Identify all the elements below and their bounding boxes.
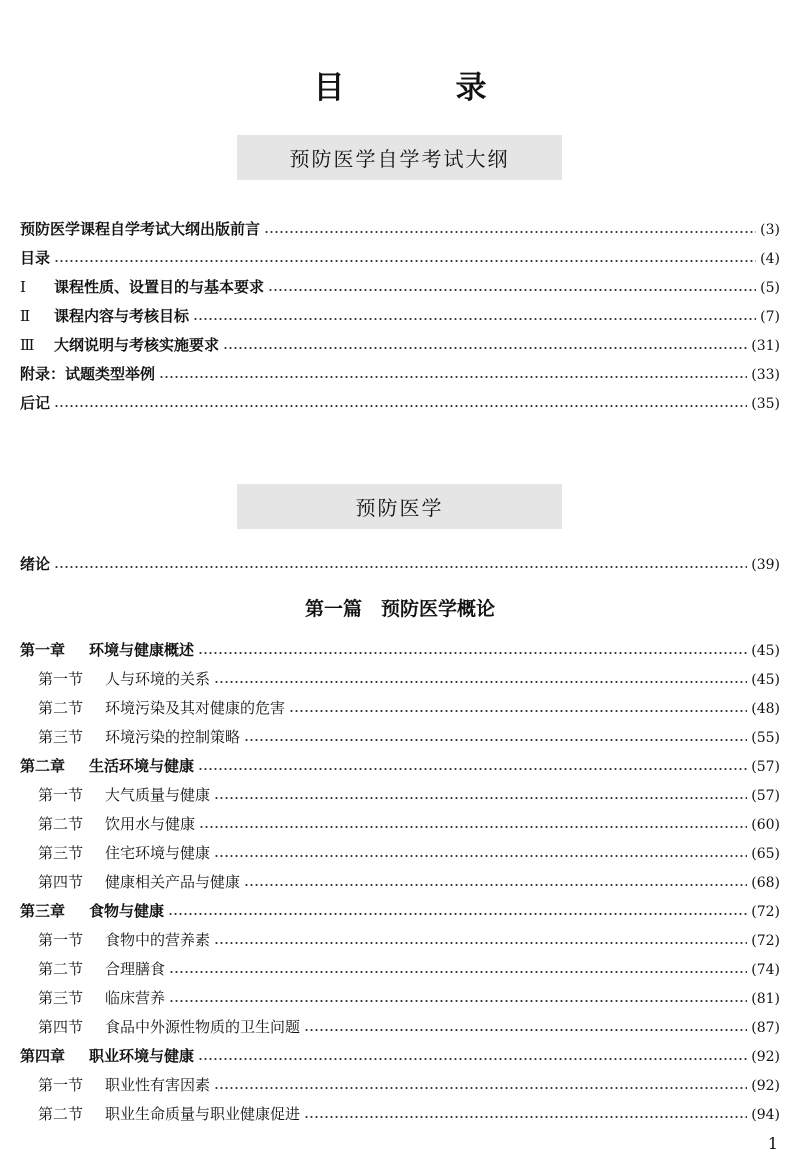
- toc-entry[interactable]: [20, 926, 780, 955]
- toc-entry-label: 大气质量与健康: [105, 786, 211, 804]
- toc-entry-number: 第四节: [38, 873, 84, 891]
- dot-leader: [268, 284, 756, 292]
- syllabus-band-heading: 预防医学自学考试大纲: [237, 135, 562, 180]
- toc-entry-page: (3): [760, 222, 780, 238]
- toc-entry-label: 预防医学课程自学考试大纲出版前言: [20, 220, 261, 238]
- dot-leader: [199, 821, 747, 829]
- toc-entry[interactable]: [20, 810, 780, 839]
- toc-entry-number: 第二节: [38, 815, 84, 833]
- dot-leader: [54, 255, 756, 263]
- toc-entry-number: 第四节: [38, 1018, 84, 1036]
- dot-leader: [264, 226, 756, 234]
- toc-entry-label: 环境污染及其对健康的危害: [105, 699, 286, 717]
- toc-entry[interactable]: [20, 389, 780, 418]
- toc-entry-number: 第三节: [38, 728, 84, 746]
- toc-entry-label: 课程性质、设置目的与基本要求: [54, 278, 265, 296]
- dot-leader: [169, 995, 747, 1003]
- toc-entry-page: (33): [751, 367, 780, 383]
- toc-entry-page: (7): [760, 309, 780, 325]
- toc-entry[interactable]: [20, 331, 780, 360]
- toc-entry-label: 食物中的营养素: [105, 931, 211, 949]
- dot-leader: [244, 879, 747, 887]
- toc-entry-page: (92): [751, 1049, 780, 1065]
- toc-entry-number: 第三章: [20, 902, 66, 920]
- toc-entry-number: 第一节: [38, 931, 84, 949]
- toc-entry[interactable]: [20, 723, 780, 752]
- toc-entry-number: 第一章: [20, 641, 66, 659]
- page-number: 1: [767, 1134, 778, 1153]
- toc-entry-label: 临床营养: [105, 989, 166, 1007]
- dot-leader: [289, 705, 747, 713]
- toc-entry-number: Ⅲ: [20, 336, 35, 354]
- toc-entry-page: (74): [751, 962, 780, 978]
- toc-entry-page: (81): [751, 991, 780, 1007]
- toc-entry-label: 职业性有害因素: [105, 1076, 211, 1094]
- toc-entry-label: 附录：试题类型举例: [20, 365, 156, 383]
- toc-entry[interactable]: [20, 273, 780, 302]
- dot-leader: [198, 647, 747, 655]
- toc-entry-number: Ⅱ: [20, 307, 31, 325]
- dot-leader: [198, 1053, 747, 1061]
- toc-entry[interactable]: [20, 781, 780, 810]
- toc-entry-number: 第二节: [38, 960, 84, 978]
- toc-entry-label: 合理膳食: [105, 960, 166, 978]
- dot-leader: [304, 1024, 747, 1032]
- toc-entry[interactable]: [20, 984, 780, 1013]
- toc-entry[interactable]: [20, 1042, 780, 1071]
- dot-leader: [193, 313, 756, 321]
- toc-entry-label: 人与环境的关系: [105, 670, 211, 688]
- toc-entry-page: (55): [751, 730, 780, 746]
- dot-leader: [214, 792, 747, 800]
- toc-entry-label: 职业生命质量与职业健康促进: [105, 1105, 301, 1123]
- toc-entry-number: 第二章: [20, 757, 66, 775]
- dot-leader: [159, 371, 747, 379]
- toc-entry-page: (68): [751, 875, 780, 891]
- toc-entry-page: (72): [751, 933, 780, 949]
- toc-entry-page: (57): [751, 788, 780, 804]
- toc-entry-page: (72): [751, 904, 780, 920]
- toc-entry-label: 职业环境与健康: [89, 1047, 195, 1065]
- dot-leader: [223, 342, 747, 350]
- chapter-toc-list: [20, 636, 780, 1129]
- dot-leader: [214, 850, 747, 858]
- toc-entry-label: 食品中外源性物质的卫生问题: [105, 1018, 301, 1036]
- intro-toc-list: [20, 550, 780, 579]
- toc-entry-label: 环境污染的控制策略: [105, 728, 241, 746]
- toc-entry[interactable]: [20, 868, 780, 897]
- toc-entry[interactable]: [20, 215, 780, 244]
- toc-entry-page: (39): [751, 557, 780, 573]
- toc-entry[interactable]: [20, 665, 780, 694]
- dot-leader: [214, 937, 747, 945]
- toc-entry[interactable]: [20, 1013, 780, 1042]
- toc-entry-page: (94): [751, 1107, 780, 1123]
- toc-entry-label: 食物与健康: [89, 902, 165, 920]
- toc-entry[interactable]: [20, 752, 780, 781]
- dot-leader: [214, 1082, 747, 1090]
- toc-entry-page: (4): [760, 251, 780, 267]
- toc-entry[interactable]: [20, 897, 780, 926]
- toc-entry-label: 环境与健康概述: [89, 641, 195, 659]
- toc-entry-page: (5): [760, 280, 780, 296]
- part-title: 第一篇 预防医学概论: [304, 598, 495, 620]
- toc-entry[interactable]: [20, 839, 780, 868]
- toc-entry-page: (87): [751, 1020, 780, 1036]
- toc-entry[interactable]: [20, 244, 780, 273]
- toc-entry-page: (45): [751, 643, 780, 659]
- toc-entry-page: (35): [751, 396, 780, 412]
- toc-entry-label: 后记: [20, 394, 51, 412]
- dot-leader: [169, 966, 747, 974]
- toc-entry-number: 第三节: [38, 844, 84, 862]
- dot-leader: [244, 734, 747, 742]
- toc-entry-label: 课程内容与考核目标: [54, 307, 190, 325]
- toc-entry-label: 生活环境与健康: [89, 757, 195, 775]
- dot-leader: [198, 763, 747, 771]
- toc-entry-number: Ⅰ: [20, 278, 26, 296]
- toc-entry-label: 饮用水与健康: [105, 815, 196, 833]
- toc-entry-label: 健康相关产品与健康: [105, 873, 241, 891]
- dot-leader: [54, 561, 747, 569]
- page-title: 目 录: [313, 70, 527, 106]
- toc-entry-page: (48): [751, 701, 780, 717]
- toc-entry-page: (65): [751, 846, 780, 862]
- syllabus-toc-list: [20, 215, 780, 418]
- toc-entry-number: 第二节: [38, 1105, 84, 1123]
- toc-entry[interactable]: [20, 1100, 780, 1129]
- toc-entry-page: (31): [751, 338, 780, 354]
- dot-leader: [54, 400, 747, 408]
- toc-entry[interactable]: [20, 1071, 780, 1100]
- toc-entry-intro[interactable]: [20, 550, 780, 579]
- toc-entry[interactable]: [20, 636, 780, 665]
- toc-entry-number: 第一节: [38, 786, 84, 804]
- toc-entry-page: (45): [751, 672, 780, 688]
- toc-entry-number: 第一节: [38, 1076, 84, 1094]
- toc-entry[interactable]: [20, 694, 780, 723]
- toc-entry-number: 第三节: [38, 989, 84, 1007]
- dot-leader: [168, 908, 747, 916]
- toc-entry-number: 第一节: [38, 670, 84, 688]
- toc-entry-page: (60): [751, 817, 780, 833]
- toc-entry[interactable]: [20, 360, 780, 389]
- toc-entry-label: 住宅环境与健康: [105, 844, 211, 862]
- toc-entry-label: 绪论: [20, 555, 51, 573]
- toc-entry-page: (92): [751, 1078, 780, 1094]
- toc-entry[interactable]: [20, 955, 780, 984]
- dot-leader: [214, 676, 747, 684]
- toc-entry-label: 目录: [20, 249, 51, 267]
- toc-entry[interactable]: [20, 302, 780, 331]
- toc-entry-number: 第四章: [20, 1047, 66, 1065]
- dot-leader: [304, 1111, 747, 1119]
- textbook-band-heading: 预防医学: [237, 484, 562, 529]
- toc-entry-number: 第二节: [38, 699, 84, 717]
- toc-entry-label: 大纲说明与考核实施要求: [54, 336, 220, 354]
- toc-entry-page: (57): [751, 759, 780, 775]
